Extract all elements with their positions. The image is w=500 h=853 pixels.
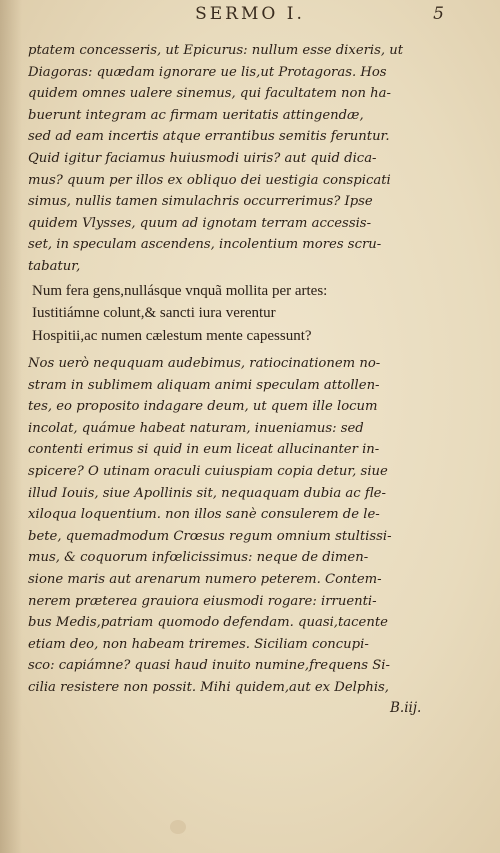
text-line: tes, eo proposito indagare deum, ut quem ille locum xyxy=(28,399,378,415)
paragraph-2 xyxy=(28,353,468,699)
paper-stain xyxy=(170,820,186,834)
text-line: cilia resistere non possit. Mihi quidem,aut ex Delphis, xyxy=(28,679,390,695)
verse-line: Hospitii,ac numen cælestum mente capessunt? xyxy=(32,327,312,344)
text-line: quidem omnes ualere sinemus, qui facultatem non ha- xyxy=(28,86,391,102)
text-line: Diagoras: quædam ignorare ue lis,ut Protagoras. Hos xyxy=(28,64,387,80)
text-line: xiloqua loquentium. non illos sanè consulerem de le- xyxy=(28,507,380,523)
verse-line: Iustitiámne colunt,& sancti iura verentur xyxy=(32,305,276,322)
text-line: bus Medis,patriam quomodo defendam. quasi,tacente xyxy=(28,615,388,631)
verse-quotation xyxy=(28,280,468,348)
text-line: sed ad eam incertis atque errantibus semitis feruntur. xyxy=(28,129,390,145)
text-line: sco: capiámne? quasi haud inuito numine,frequens Si- xyxy=(28,658,390,674)
text-line: quidem Vlysses, quum ad ignotam terram accessis- xyxy=(28,215,372,231)
text-line: contenti erimus si quid in eum liceat allucinanter in- xyxy=(28,442,380,458)
text-line: mus? quum per illos ex obliquo dei uestigia conspicati xyxy=(28,172,391,188)
text-line: sione maris aut arenarum numero peterem. Contem- xyxy=(28,571,382,587)
text-line: mus, & coquorum infœlicissimus: neque de dimen- xyxy=(28,550,369,566)
text-line: simus, nullis tamen simulachris occurrerimus? Ipse xyxy=(28,194,373,210)
text-line: buerunt integram ac firmam ueritatis attingendæ, xyxy=(28,107,364,123)
text-block xyxy=(28,40,468,699)
text-line: bete, quemadmodum Crœsus regum omnium stultissi- xyxy=(28,528,392,544)
text-line: ptatem concesseris, ut Epicurus: nullum esse dixeris, ut xyxy=(28,43,404,58)
running-head: SERMO I. xyxy=(195,4,305,24)
text-line: stram in sublimem aliquam animi speculam attollen- xyxy=(28,377,380,393)
text-line: tabatur, xyxy=(28,258,81,274)
text-line: Nos uerò neququam audebimus, ratiocinationem no- xyxy=(28,356,381,372)
signature-mark: B.iij. xyxy=(390,700,422,716)
text-line: illud Iouis, siue Apollinis sit, nequaquam dubia ac fle- xyxy=(28,485,386,501)
text-line: Quid igitur faciamus huiusmodi uiris? aut quid dica- xyxy=(28,150,377,166)
page-number: 5 xyxy=(433,4,444,24)
text-line: etiam deo, non habeam triremes. Siciliam concupi- xyxy=(28,636,369,652)
text-line: spicere? O utinam oraculi cuiuspiam copia detur, siue xyxy=(28,464,388,479)
verse-line: Num fera gens,nullásque vnquã mollita per artes: xyxy=(32,282,328,299)
page-header xyxy=(0,4,500,32)
paragraph-1 xyxy=(28,40,468,278)
text-line: set, in speculam ascendens, incolentium mores scru- xyxy=(28,237,382,253)
gutter-shadow xyxy=(0,0,22,853)
text-line: nerem præterea grauiora eiusmodi rogare: irruenti- xyxy=(28,593,377,609)
text-line: incolat, quámue habeat naturam, inueniamus: sed xyxy=(28,420,364,436)
